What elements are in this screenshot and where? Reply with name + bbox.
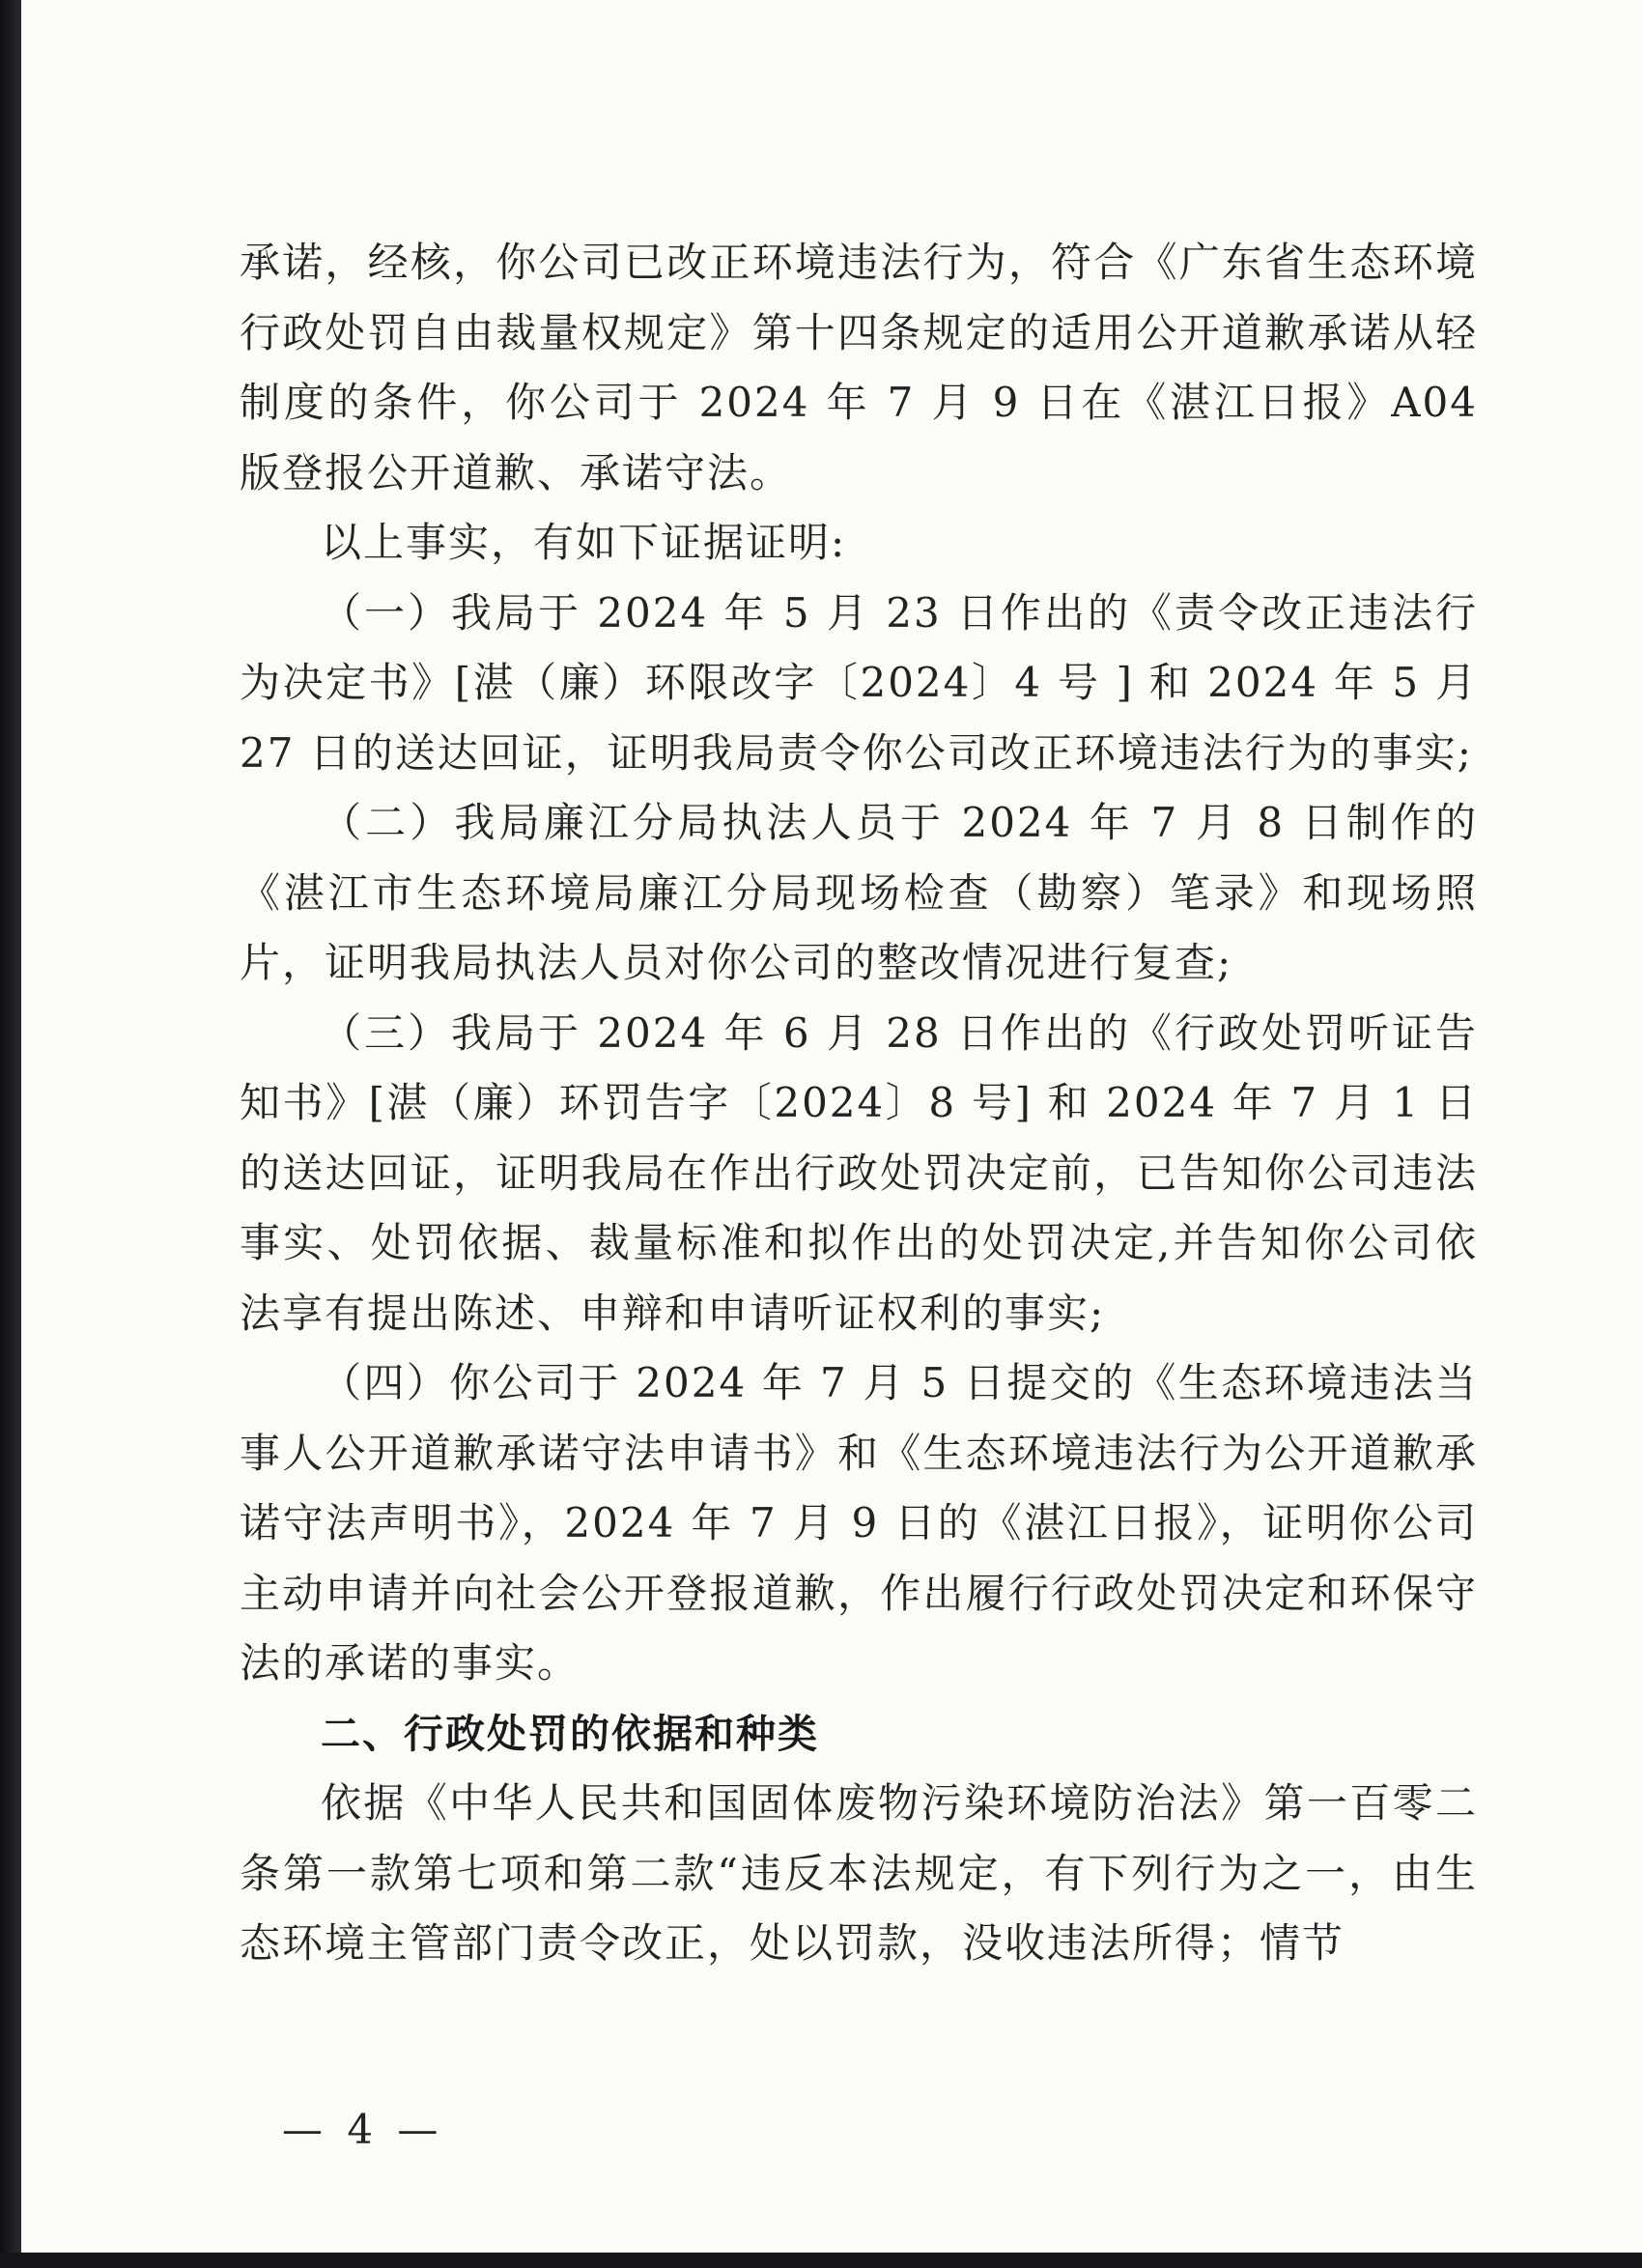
section-heading: 二、行政处罚的依据和种类 <box>321 1710 819 1757</box>
paragraph-evidence-3: （三）我局于 2024 年 6 月 28 日作出的《行政处罚听证告知书》[湛（廉）环罚告字〔2024〕8 号] 和 2024 年 7 月 1 日的送达回证，证明我局在作出行政处罚决定前，已告知你公司违法事实、处罚依据、裁量标准和拟作出的处罚决定,并告知你公司依法享有提出陈述、申辩和申请听证权利的事实; <box>240 1008 1478 1337</box>
document-body <box>240 228 1478 1979</box>
scan-left-edge <box>0 0 21 2268</box>
paragraph-evidence-intro: 以上事实，有如下证据证明: <box>321 519 847 566</box>
paragraph-evidence-1: （一）我局于 2024 年 5 月 23 日作出的《责令改正违法行为决定书》[湛（廉）环限改字〔2024〕4 号 ] 和 2024 年 5 月 27 日的送达回证，证明我局责令你公司改正环境违法行为的事实; <box>240 588 1478 777</box>
paragraph-legal-basis: 依据《中华人民共和国固体废物污染环境防治法》第一百零二条第一款第七项和第二款“违反本法规定，有下列行为之一，由生态环境主管部门责令改正，处以罚款，没收违法所得；情节 <box>240 1779 1478 1967</box>
paragraph-continuation: 承诺，经核，你公司已改正环境违法行为，符合《广东省生态环境行政处罚自由裁量权规定》第十四条规定的适用公开道歉承诺从轻制度的条件，你公司于 2024 年 7 月 9 日在《湛江日报》A04 版登报公开道歉、承诺守法。 <box>240 239 1478 496</box>
page-number: — 4 — <box>282 2106 444 2153</box>
paragraph-evidence-4: （四）你公司于 2024 年 7 月 5 日提交的《生态环境违法当事人公开道歉承诺守法申请书》和《生态环境违法行为公开道歉承诺守法声明书》，2024 年 7 月 9 日的《湛江日报》，证明你公司主动申请并向社会公开登报道歉，作出履行行政处罚决定和环保守法的承诺的事实。 <box>240 1359 1478 1687</box>
document-page <box>21 0 1642 2253</box>
scan-bottom-edge <box>0 2253 1642 2268</box>
paragraph-evidence-2: （二）我局廉江分局执法人员于 2024 年 7 月 8 日制作的《湛江市生态环境局廉江分局现场检查（勘察）笔录》和现场照片，证明我局执法人员对你公司的整改情况进行复查; <box>240 799 1478 986</box>
